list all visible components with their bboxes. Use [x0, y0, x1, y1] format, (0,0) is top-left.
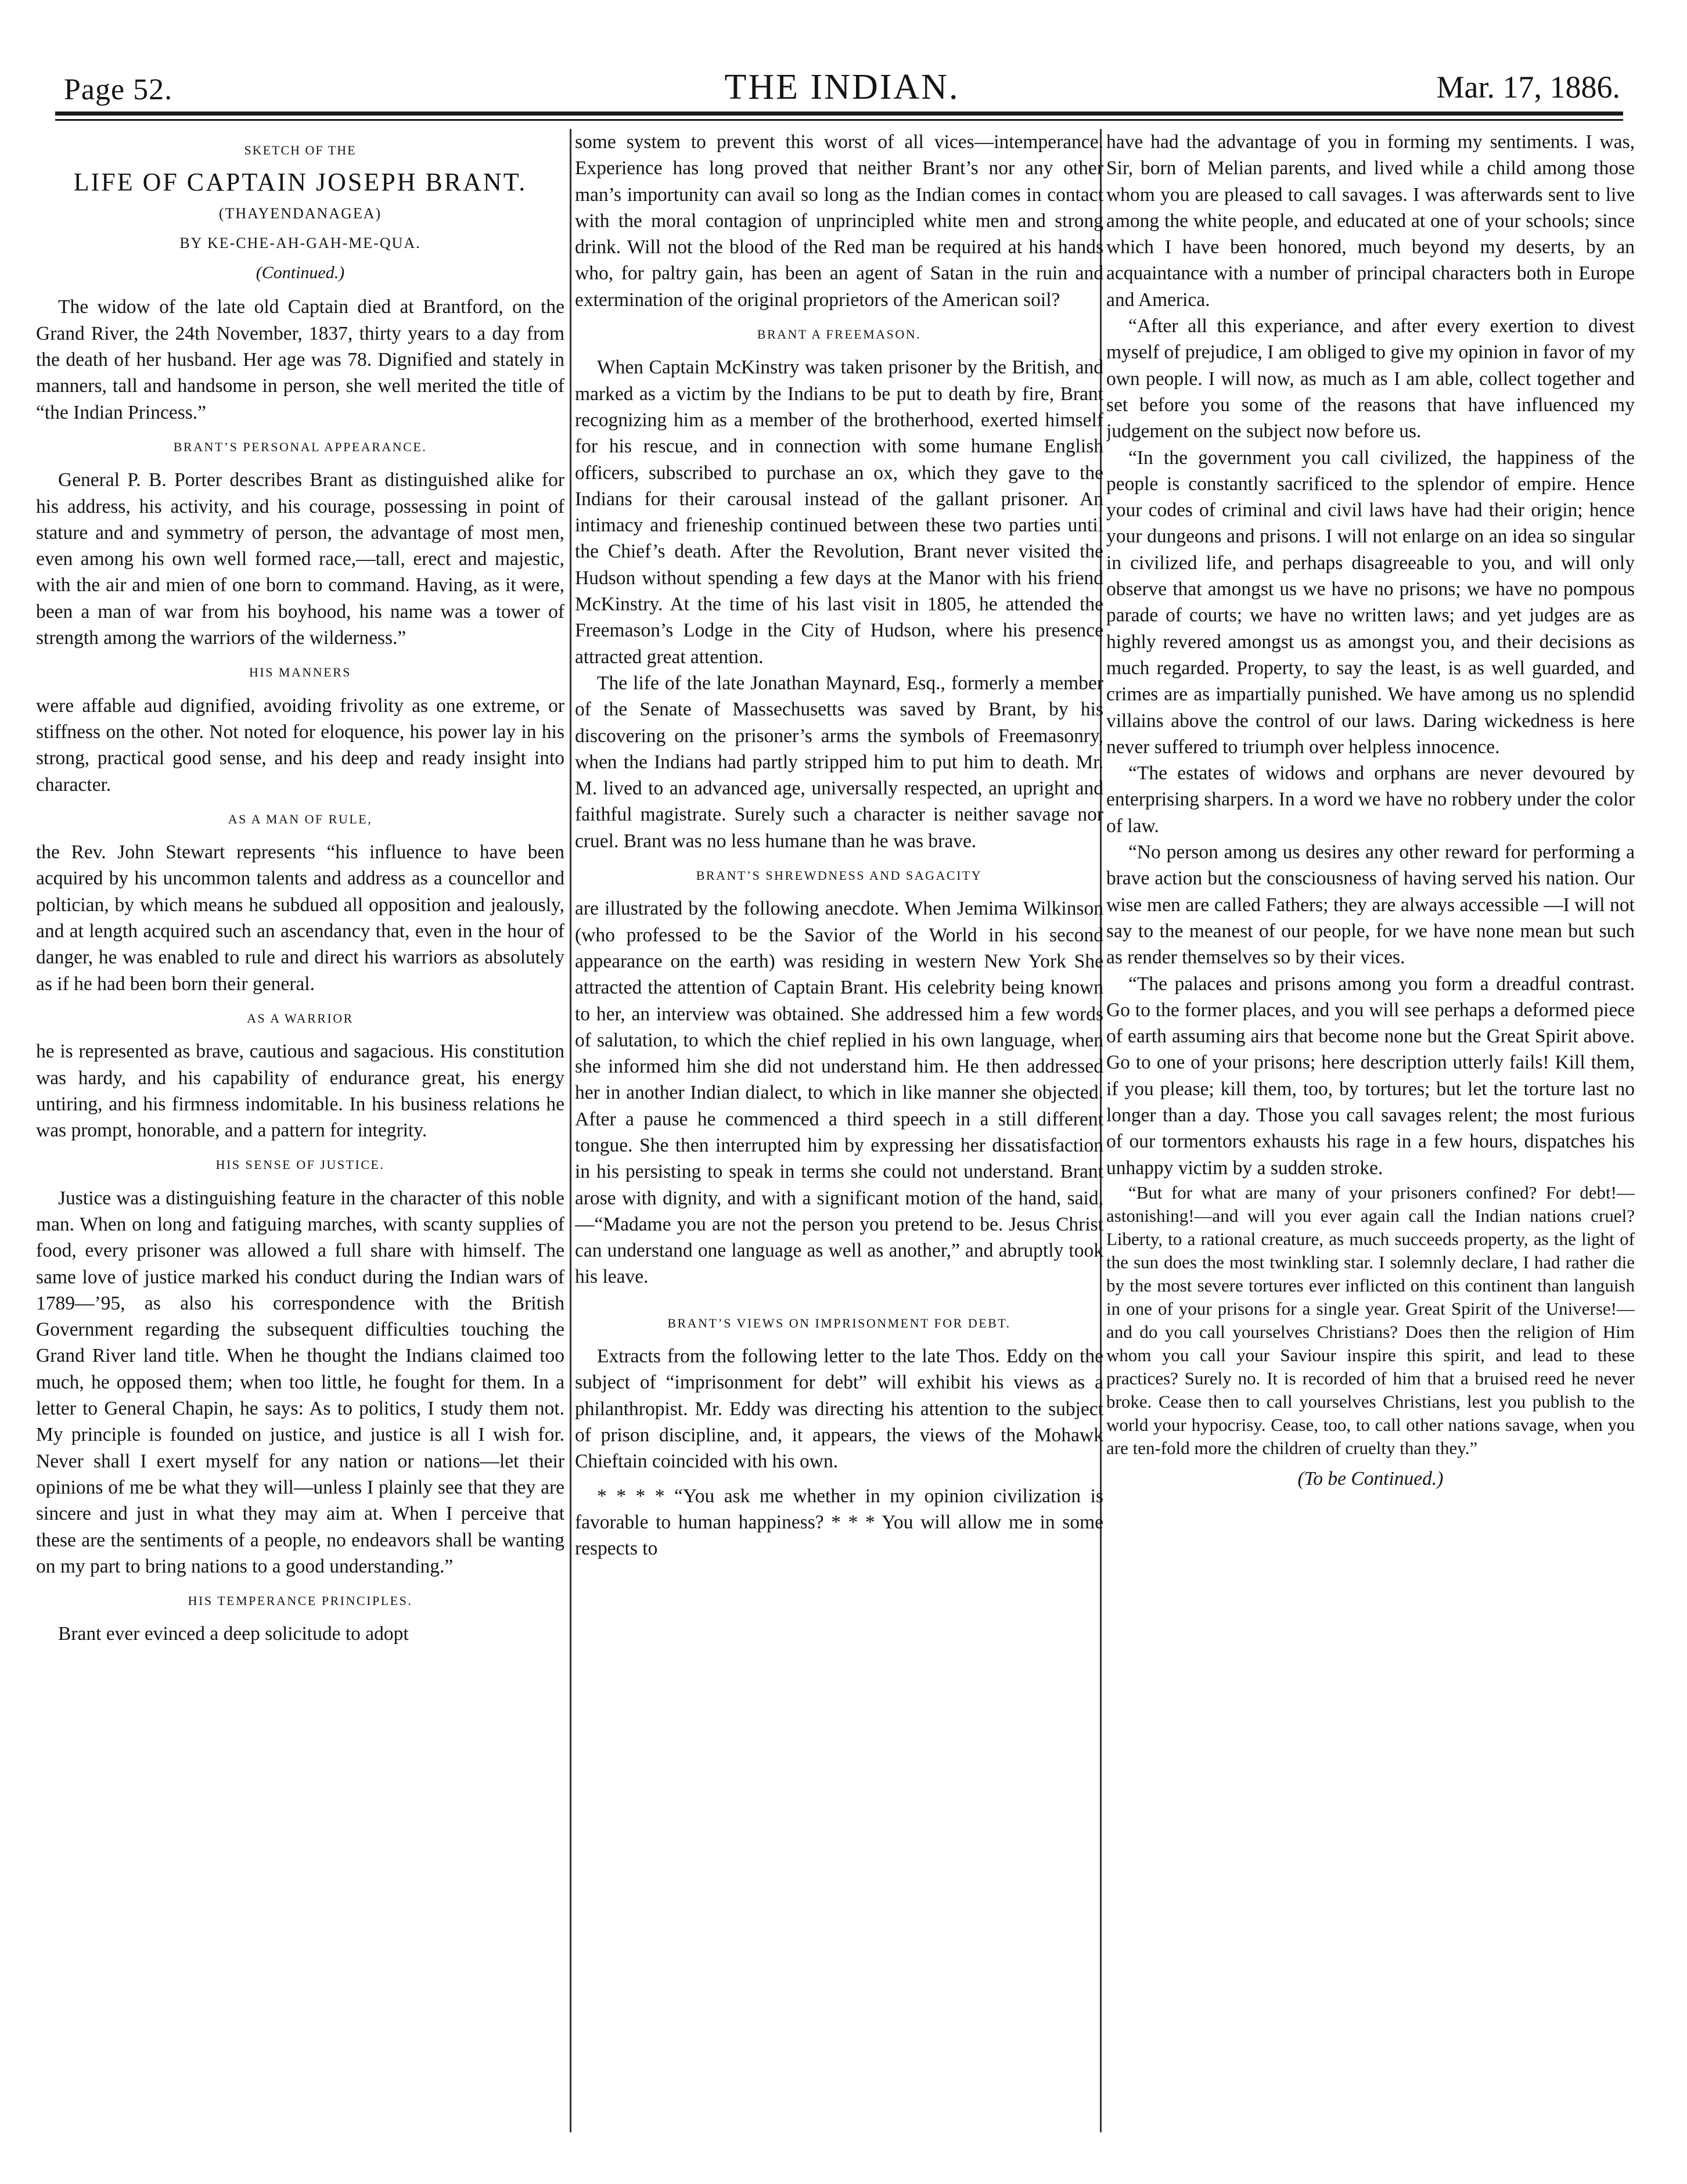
- column-3: [1106, 129, 1635, 2144]
- paragraph: Extracts from the following letter to the late Thos. Eddy on the subject of “imprisonment for debt” will exhibit his views as a philanthropist. Mr. Eddy was directing his attention to the subject of prison discipline, and, it appears, the views of the Mohawk Chieftain coincided with his own.: [575, 1345, 1103, 1473]
- section-heading: BRANT A FREEMASON.: [757, 327, 922, 342]
- paragraph: have had the advantage of you in forming my sentiments. I was, Sir, born of Melian parents, and lived while a child among those whom you are pleased to call savages. I was afterwards sent to live among the white people, and educated at one of your schools; since which I have been honored, much beyond my deserts, by an acquaintance with a number of principal characters both in Europe and America.: [1106, 131, 1635, 311]
- masthead: [64, 67, 1620, 113]
- section-heading: BRANT’S VIEWS ON IMPRISONMENT FOR DEBT.: [667, 1315, 1011, 1330]
- paragraph: “No person among us desires any other reward for performing a brave action but the consciousness of having served his nation. Our wise men are called Fathers; they are always accessible —I will not say to the meanest of our people, for we have none mean but such as render themselves so by their vices.: [1106, 841, 1635, 969]
- article-kicker: SKETCH OF THE: [244, 143, 357, 157]
- paragraph: are illustrated by the following anecdote. When Jemima Wilkinson (who professed to be the Savior of the World in his second appearance on the earth) was residing in western New York She attracted the attention of Captain Brant. His celebrity being known to her, an interview was obtained. She addressed him a few words of salutation, to which the chief replied in his own language, when she informed him she did not understand him. He then addressed her in another Indian dialect, to which in like manner she objected. After a pause he commenced a third speech in a still different tongue. She then interrupted him by expressing her dissatisfaction in his persisting to speak in terms she could not understand. Brant arose with dignity, and with a significant motion of the hand, said, —“Madame you are not the person you pretend to be. Jesus Christ can understand one language as well as another,” and abruptly took his leave.: [575, 898, 1103, 1288]
- column-divider: [570, 129, 571, 2132]
- native-name: (THAYENDANAGEA): [218, 204, 382, 222]
- column-1: [36, 129, 564, 2144]
- paragraph: Brant ever evinced a deep solicitude to adopt: [58, 1623, 409, 1645]
- section-heading: BRANT’S PERSONAL APPEARANCE.: [173, 439, 427, 454]
- paragraph: “But for what are many of your prisoners confined? For debt!—astonishing!—and will you ever again call the Indian nations cruel? Liberty, to a rational creature, as much succeeds property, as the light of the sun does the most twinkling star. I solemnly declare, I had rather die by the most severe tortures ever inflicted on this continent than languish in one of your prisons for a single year. Great Spirit of the Universe!—and do you call yourselves Christians? Does then the religion of Him whom you call your Saviour inspire this spirit, and lead to these practices? Surely no. It is recorded of him that a bruised reed he never broke. Cease then to call yourselves Christians, lest you publish to the world your hypocrisy. Cease, too, to call other nations savage, when you are ten-fold more the children of cruelty than they.”: [1106, 1182, 1635, 1458]
- section-heading: BRANT’S SHREWDNESS AND SAGACITY: [696, 868, 983, 883]
- to-be-continued-note: (To be Continued.): [1297, 1467, 1444, 1489]
- article-title: LIFE OF CAPTAIN JOSEPH BRANT.: [73, 168, 527, 197]
- paragraph: “In the government you call civilized, the happiness of the people is constantly sacrificed to the splendor of empire. Hence your codes of criminal and civil laws have had their origin; hence your dungeons and prisons. I will not enlarge on an idea so singular in civilized life, and perhaps disagreeable to you, and will only observe that amongst us we have no prisons; we have no pompous parade of courts; we have no written laws; and yet judges are as highly revered amongst us as amongst you, and their decisions as much regarded. Property, to say the least, is as well guarded, and crimes are as impartially punished. We have among us no splendid villains above the control of our laws. Daring wickedness is here never suffered to triumph over helpless innocence.: [1106, 447, 1635, 758]
- section-heading: HIS SENSE OF JUSTICE.: [215, 1157, 385, 1172]
- paragraph: When Captain McKinstry was taken prisoner by the British, and marked as a victim by the Indians to be put to death by fire, Brant recognizing him as a member of the brotherhood, exerted himself for his rescue, and in connection with some humane English officers, subscribed to purchase an ox, which they gave to the Indians for their carousal instead of the gallant prisoner. An intimacy and frieneship continued between these two parties until the Chief’s death. After the Revolution, Brant never visited the Hudson without spending a few days at the Manor with his friend McKinstry. At the time of his last visit in 1805, he attended the Freemason’s Lodge in the City of Hudson, where his presence attracted great attention.: [575, 357, 1103, 668]
- newspaper-title: THE INDIAN.: [724, 67, 960, 107]
- paragraph: Justice was a distinguishing feature in the character of this noble man. When on long and fatiguing marches, with scanty supplies of food, every prisoner was allowed a full share with himself. The same love of justice marked his conduct during the Indian wars of 1789—’95, as also his correspondence with the British Government regarding the subsequent difficulties touching the Grand River land title. When he thought the Indians claimed too much, he opposed them; when too little, he fought for them. In a letter to General Chapin, he says: As to politics, I study them not. My principle is founded on justice, and justice is all I wish for. Never shall I exert myself for any nation or nations—let their opinions of me be what they will—unless I plainly see that they are sincere and just in what they may aim at. When I perceive that these are the sentiments of a people, no endeavors shall be wanting on my part to bring nations to a good understanding.”: [36, 1187, 564, 1577]
- paragraph: “After all this experiance, and after every exertion to divest myself of prejudice, I am obliged to give my opinion in favor of my own people. I will now, as much as I am able, collect together and set before you some of the reasons that have influenced my judgement on the subject now before us.: [1106, 315, 1635, 442]
- paragraph: the Rev. John Stewart represents “his influence to have been acquired by his uncommon talents and address as a councellor and poltician, by which means he subdued all opposition and jealously, and at length acquired such an ascendancy that, even in the hour of danger, he was enabled to rule and direct his warriors as absolutely as if he had been born their general.: [36, 841, 564, 995]
- masthead-rule-thin: [55, 119, 1623, 121]
- paragraph: “The palaces and prisons among you form a dreadful contrast. Go to the former places, and you will see perhaps a deformed piece of earth assuming airs that become none but the Great Spirit above. Go to one of your prisons; here description utterly fails! Kill them, if you please; kill them, too, by tortures; but let the torture last no longer than a day. Those you call savages relent; the most furious of our tormentors exhausts his rage in a few hours, dispatches his unhappy victim by a sudden stroke.: [1106, 973, 1635, 1179]
- issue-date: Mar. 17, 1886.: [1436, 70, 1620, 105]
- section-heading: HIS TEMPERANCE PRINCIPLES.: [188, 1593, 413, 1609]
- paragraph: some system to prevent this worst of all vices—intemperance. Experience has long proved that neither Brant’s nor any other man’s importunity can avail so long as the Indian comes in contact with the moral contagion of unprincipled white men and strong drink. Will not the blood of the Red man be required at his hands who, for paltry gain, has been an agent of Satan in the ruin and extermination of the original proprietors of the American soil?: [575, 131, 1103, 311]
- paragraph: were affable aud dignified, avoiding frivolity as one extreme, or stiffness on the other. Not noted for eloquence, his power lay in his strong, practical good sense, and his deep and ready insight into character.: [36, 695, 564, 796]
- continued-note: (Continued.): [256, 263, 345, 283]
- paragraph: “The estates of widows and orphans are never devoured by enterprising sharpers. In a word we have no robbery under the color of law.: [1106, 762, 1635, 837]
- paragraph: The life of the late Jonathan Maynard, Esq., formerly a member of the Senate of Massechusetts was saved by Brant, by his discovering on the prisoner’s arms the symbols of Freemasonry, when the Indians had partly stripped him to put him to death. Mr. M. lived to an advanced age, universally respected, an upright and faithful magistrate. Surely such a character is neither savage nor cruel. Brant was no less humane than he was brave.: [575, 672, 1103, 852]
- paragraph: General P. B. Porter describes Brant as distinguished alike for his address, his activity, and his courage, possessing in point of stature and and symmetry of person, the advantage of most men, even among his own well formed race,—tall, erect and majestic, with the air and mien of one born to command. Having, as it were, been a man of war from his boyhood, his name was a tower of strength among the warriors of the wilderness.”: [36, 469, 564, 649]
- column-2: [575, 129, 1103, 2144]
- section-heading: HIS MANNERS: [249, 665, 352, 680]
- page-number: Page 52.: [64, 73, 173, 106]
- intro-paragraph: The widow of the late old Captain died at Brantford, on the Grand River, the 24th November, 1837, thirty years to a day from the death of her husband. Her age was 78. Dignified and stately in manners, tall and handsome in person, she well merited the title of “the Indian Princess.”: [36, 296, 564, 423]
- byline: BY KE-CHE-AH-GAH-ME-QUA.: [179, 234, 421, 251]
- masthead-rule-thick: [55, 111, 1623, 116]
- section-heading: AS A WARRIOR: [247, 1010, 354, 1026]
- section-heading: AS A MAN OF RULE,: [228, 811, 373, 826]
- paragraph: * * * * “You ask me whether in my opinion civilization is favorable to human happiness? * * * You will allow me in some respects to: [575, 1485, 1103, 1560]
- paragraph: he is represented as brave, cautious and sagacious. His constitution was hardy, and his capability of endurance great, his energy untiring, and his firmness indomitable. In his business relations he was prompt, honorable, and a pattern for integrity.: [36, 1041, 564, 1142]
